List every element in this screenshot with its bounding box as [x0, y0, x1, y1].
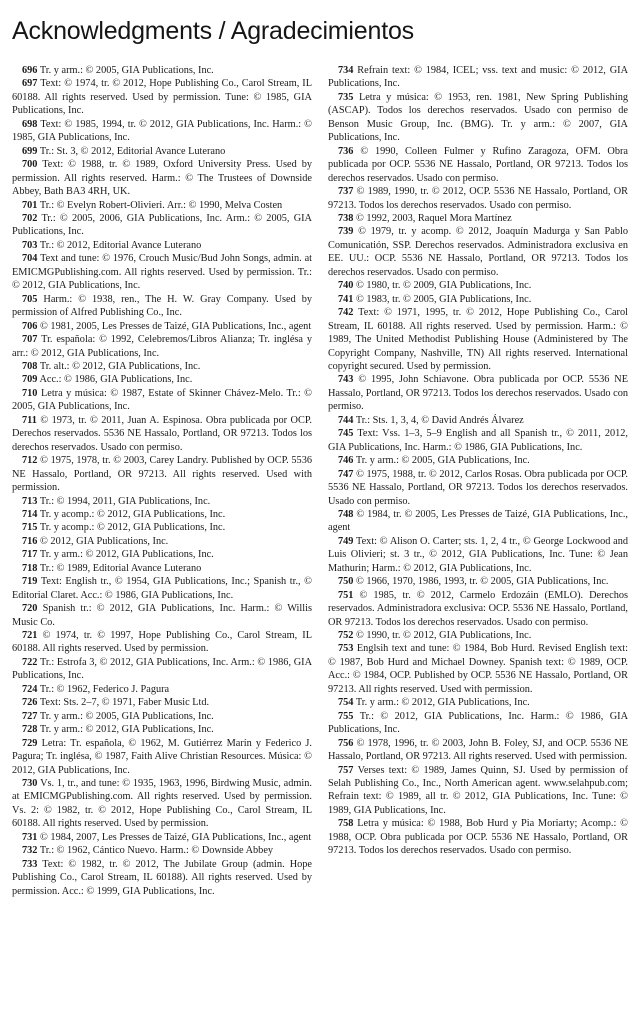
entry-number: 736	[338, 145, 354, 157]
acknowledgment-entry	[12, 710, 312, 723]
entry-text: Text: © 1988, tr. © 1989, Oxford University Press. Used by permission. All rights reserved. Harm.: © The Trustees of Downside Abbey, Bath BA3 4RH, UK.	[12, 159, 312, 198]
entry-text: Verses text: © 1989, James Quinn, SJ. Used by permission of Selah Publishing Co., Inc., North American agent. www.selahpub.com; Refrain text: © 1989, all tr. © 2012, GIA Publications, Inc. Tune: © 1989, GIA Publications, Inc.	[328, 764, 628, 816]
entry-number: 699	[22, 145, 38, 157]
entry-number: 726	[22, 697, 38, 709]
acknowledgment-entry	[328, 145, 628, 185]
entry-text: © 1974, tr. © 1997, Hope Publishing Co., Carol Stream, IL 60188. All rights reserved. Used by permission.	[12, 630, 312, 655]
acknowledgment-entry	[12, 77, 312, 117]
entry-text: Tr.: © 2005, 2006, GIA Publications, Inc. Arm.: © 2005, GIA Publications, Inc.	[12, 212, 312, 238]
entry-number: 756	[338, 737, 354, 749]
acknowledgment-entry	[328, 306, 628, 373]
entry-number: 700	[22, 159, 38, 171]
entry-number: 719	[22, 576, 38, 588]
acknowledgment-entry	[328, 468, 628, 508]
entry-text: © 1979, tr. y acomp. © 2012, Joaquín Madurga y San Pablo Comunicatión, SSP. Derechos reservados. Administradora exclusiva en EE. UU.: OCP. 5536 NE Hassalo, Portland, OR 97213. Todos los derechos reservados. Usado con permiso.	[328, 226, 628, 278]
entry-text: Tr. y arm.: © 2012, GIA Publications, Inc.	[39, 724, 214, 736]
page-title: Acknowledgments / Agradecimientos	[12, 17, 414, 45]
acknowledgment-entry	[328, 642, 628, 696]
entry-number: 750	[338, 576, 354, 588]
acknowledgment-entry	[12, 548, 312, 561]
entry-text: © 1975, 1978, tr. © 2003, Carey Landry. Published by OCP. 5536 NE Hassalo, Portland, OR 97213. All rights reserved. Used with permission.	[12, 455, 312, 494]
entry-text: Text: © 1982, tr. © 2012, The Jubilate Group (admin. Hope Publishing Co., Carol Stream, IL 60188). All rights reserved. Used by permission. Acc.: © 1999, GIA Publications, Inc.	[12, 858, 312, 897]
entry-number: 749	[338, 535, 354, 547]
entry-text: Refrain text: © 1984, ICEL; vss. text and music: © 2012, GIA Publications, Inc.	[328, 65, 628, 90]
entry-number: 737	[338, 186, 354, 198]
acknowledgment-entry	[12, 239, 312, 252]
entry-number: 732	[22, 845, 38, 857]
entry-number: 739	[338, 226, 354, 238]
acknowledgment-entry	[328, 212, 628, 225]
entry-text: © 2012, GIA Publications, Inc.	[40, 535, 169, 547]
entry-text: © 1985, tr. © 2012, Carmelo Erdozáin (EMLO). Derechos reservados. Administradora exclusiva: OCP. 5536 NE Hassalo, Portland, OR 97213. Todos los derechos reservados. Usado con permiso.	[328, 589, 628, 628]
entry-text: Tr.: © 1989, Editorial Avance Luterano	[39, 562, 202, 574]
entry-number: 704	[22, 253, 38, 265]
entry-text: Spanish tr.: © 2012, GIA Publications, Inc. Harm.: © Willis Music Co.	[12, 603, 312, 628]
entry-text: Letra: Tr. española, © 1962, M. Gutiérrez Marín y Federico J. Pagura; Tr. inglésa, © 1987, Faith Alive Christian Resources. Música: © 2012, GIA Publications, Inc.	[12, 737, 312, 776]
acknowledgment-entry	[12, 858, 312, 898]
acknowledgment-entry	[12, 454, 312, 494]
entry-number: 724	[22, 683, 38, 695]
entry-text: Tr. española: © 1992, Celebremos/Libros Alianza; Tr. inglésa y arr.: © 2012, GIA Publications, Inc.	[12, 334, 312, 359]
entry-number: 705	[22, 293, 38, 305]
entry-text: Englsih text and tune: © 1984, Bob Hurd. Revised English text: © 1987, Bob Hurd and Michael Downey. Spanish text: © 1989, OCP. Acc.: © 1984, OCP. Published by OCP. 5536 NE Hassalo, Portland, OR 97213. All rights reserved. Used with permission.	[328, 643, 628, 695]
entry-number: 753	[338, 643, 354, 655]
entry-number: 755	[338, 710, 354, 722]
entry-number: 697	[22, 78, 38, 90]
acknowledgment-entry	[12, 373, 312, 386]
acknowledgment-entry	[12, 602, 312, 629]
acknowledgment-entry	[12, 737, 312, 777]
entry-text: © 1978, 1996, tr. © 2003, John B. Foley, SJ, and OCP. 5536 NE Hassalo, Portland, OR 97213. All rights reserved. Used with permission.	[328, 737, 628, 763]
entry-number: 745	[338, 428, 354, 440]
entry-text: Vs. 1, tr., and tune: © 1935, 1963, 1996, Birdwing Music, admin. at EMICMGPublishing.com. All rights reserved. Used by permission. Vs. 2: © 1982, tr. © 2012, Hope Publishing Co., Carol Stream, IL 60188. All rights reserved. Used by permission.	[12, 778, 312, 830]
entry-text: © 1995, John Schiavone. Obra publicada por OCP. 5536 NE Hassalo, Portland, OR 97213. Todos los derechos reservados. Usado con permiso.	[328, 374, 628, 413]
acknowledgment-entry	[12, 683, 312, 696]
acknowledgment-entry	[328, 508, 628, 535]
acknowledgment-entry	[12, 158, 312, 198]
acknowledgment-entry	[12, 562, 312, 575]
entry-text: Tr.: © 1962, Federico J. Pagura	[39, 683, 170, 695]
entry-number: 730	[22, 778, 38, 790]
acknowledgment-entry	[12, 535, 312, 548]
entry-number: 738	[338, 212, 354, 224]
entry-number: 716	[22, 535, 38, 547]
entry-number: 751	[338, 589, 354, 601]
acknowledgment-entry	[328, 225, 628, 279]
entry-text: Tr. y arm.: © 2005, GIA Publications, Inc.	[39, 65, 214, 76]
acknowledgment-entry	[12, 333, 312, 360]
entry-number: 718	[22, 562, 38, 574]
acknowledgment-entry	[12, 629, 312, 656]
acknowledgment-entry	[328, 293, 628, 306]
acknowledgment-entry	[12, 64, 312, 77]
acknowledgment-entry	[328, 454, 628, 467]
entry-number: 722	[22, 656, 38, 668]
entry-number: 746	[338, 455, 354, 467]
entry-text: © 1990, tr. © 2012, GIA Publications, Inc.	[356, 630, 532, 642]
entry-number: 728	[22, 724, 38, 736]
acknowledgment-entry	[328, 629, 628, 642]
entry-text: © 1980, tr. © 2009, GIA Publications, Inc.	[356, 280, 532, 292]
entry-text: Tr.: Sts. 1, 3, 4, © David Andrés Álvarez	[355, 414, 524, 426]
acknowledgments-columns	[12, 64, 628, 1012]
acknowledgment-entry	[328, 696, 628, 709]
entry-number: 757	[338, 764, 354, 776]
acknowledgment-entry	[12, 831, 312, 844]
acknowledgment-entry	[12, 360, 312, 373]
acknowledgment-entry	[328, 185, 628, 212]
entry-number: 711	[22, 414, 37, 426]
entry-number: 752	[338, 630, 354, 642]
entry-text: © 1966, 1970, 1986, 1993, tr. © 2005, GIA Publications, Inc.	[356, 576, 609, 588]
entry-number: 707	[22, 334, 38, 346]
entry-text: Tr.: © 2012, Editorial Avance Luterano	[39, 239, 202, 251]
entry-text: Text: English tr., © 1954, GIA Publications, Inc.; Spanish tr., © Editorial Claret. Acc.: © 1986, GIA Publications, Inc.	[12, 576, 312, 601]
entry-text: Text: Vss. 1–3, 5–9 English and all Spanish tr., © 2011, 2012, GIA Publications, Inc. Harm.: © 1986, GIA Publications, Inc.	[328, 428, 628, 453]
entry-text: Letra y música: © 1988, Bob Hurd y Pia Moriarty; Acomp.: © 1988, OCP. Obra publicada por OCP. 5536 NE Hassalo, Portland, OR 97213. Todos los derechos reservados. Usado con permiso.	[328, 818, 628, 857]
entry-text: Tr. alt.: © 2012, GIA Publications, Inc.	[39, 360, 201, 372]
entry-number: 741	[338, 293, 354, 305]
entry-number: 740	[338, 280, 354, 292]
acknowledgment-entry	[328, 64, 628, 91]
acknowledgment-entry	[12, 723, 312, 736]
entry-number: 748	[338, 508, 354, 520]
acknowledgment-entry	[328, 764, 628, 818]
acknowledgment-entry	[12, 118, 312, 145]
entry-text: Tr. y arm.: © 2012, GIA Publications, Inc.	[39, 549, 214, 561]
entry-number: 721	[22, 630, 38, 642]
entry-text: Text: © Alison O. Carter; sts. 1, 2, 4 tr., © George Lockwood and Luis Olivieri; st. 3 tr., © 2012, GIA Publications, Inc. Tune: © Jean Mathurin; Harm.: © 2012, GIA Publications, Inc.	[328, 535, 628, 574]
entry-text: Letra y música: © 1987, Estate of Skinner Chávez-Melo. Tr.: © 2005, GIA Publications, Inc.	[12, 387, 312, 413]
entry-text: Acc.: © 1986, GIA Publications, Inc.	[39, 374, 193, 386]
acknowledgment-entry	[328, 373, 628, 413]
entry-text: © 1973, tr. © 2011, Juan A. Espinosa. Obra publicada por OCP. Derechos reservados. 5536 NE Hassalo, Portland, OR 97213. Todos los derechos reservados. Usado con permiso.	[12, 414, 312, 453]
entry-text: © 1989, 1990, tr. © 2012, OCP. 5536 NE Hassalo, Portland, OR 97213. Todos los derechos reservados. Usado con permiso.	[328, 186, 628, 211]
acknowledgment-entry	[328, 710, 628, 737]
entry-text: © 1984, tr. © 2005, Les Presses de Taizé, GIA Publications, Inc., agent	[328, 508, 628, 534]
entry-text: © 1984, 2007, Les Presses de Taizé, GIA Publications, Inc., agent	[40, 831, 312, 843]
acknowledgment-entry	[328, 414, 628, 427]
acknowledgment-entry	[12, 844, 312, 857]
entry-number: 701	[22, 199, 38, 211]
entry-number: 714	[22, 508, 38, 520]
entry-number: 729	[22, 737, 38, 749]
entry-number: 742	[338, 307, 354, 319]
entry-text: © 1983, tr. © 2005, GIA Publications, Inc.	[356, 293, 532, 305]
entry-text: Tr. y arm.: © 2005, GIA Publications, Inc.	[355, 455, 530, 467]
acknowledgment-entry	[12, 508, 312, 521]
right-column	[328, 64, 628, 1012]
acknowledgment-entry	[12, 145, 312, 158]
entry-number: 735	[338, 91, 354, 103]
acknowledgment-entry	[12, 656, 312, 683]
entry-number: 712	[22, 455, 38, 467]
entry-text: Text: © 1971, 1995, tr. © 2012, Hope Publishing Co., Carol Stream, IL 60188. All rights reserved. Used by permission. Harm.: © 1989, The United Methodist Publishing House (Administered by The Copyright Company, Nashville, TN) All rights reserved. International copyright secured. Used by permission.	[328, 307, 628, 372]
entry-text: © 1975, 1988, tr. © 2012, Carlos Rosas. Obra publicada por OCP. 5536 NE Hassalo, Portland, OR 97213. Todos los derechos reservados. Usado con permiso.	[328, 468, 628, 507]
entry-number: 727	[22, 710, 38, 722]
entry-text: Text: Sts. 2–7, © 1971, Faber Music Ltd.	[39, 697, 210, 709]
entry-text: Tr. y arm.: © 2005, GIA Publications, Inc.	[39, 710, 214, 722]
entry-number: 713	[22, 495, 38, 507]
entry-number: 710	[22, 387, 38, 399]
acknowledgment-entry	[12, 414, 312, 454]
acknowledgment-entry	[12, 777, 312, 831]
entry-text: Tr. y arm.: © 2012, GIA Publications, Inc.	[355, 697, 530, 709]
entry-number: 743	[338, 374, 354, 386]
entry-text: Tr.: © 1994, 2011, GIA Publications, Inc.	[39, 495, 211, 507]
entry-number: 709	[22, 374, 38, 386]
acknowledgment-entry	[12, 320, 312, 333]
acknowledgment-entry	[12, 696, 312, 709]
entry-text: Text: © 1985, 1994, tr. © 2012, GIA Publications, Inc. Harm.: © 1985, GIA Publications, Inc.	[12, 118, 312, 144]
acknowledgment-entry	[12, 575, 312, 602]
entry-text: Letra y música: © 1953, ren. 1981, New Spring Publishing (ASCAP). Todos los derechos reservados. Usado con permiso de Benson Music Group, Inc. (BMG). Tr. y arm.: © 2007, GIA Publications, Inc.	[328, 91, 628, 144]
acknowledgment-entry	[328, 427, 628, 454]
acknowledgment-entry	[12, 212, 312, 239]
acknowledgment-entry	[328, 91, 628, 145]
entry-text: Tr.: © 1962, Cántico Nuevo. Harm.: © Downside Abbey	[39, 845, 274, 857]
entry-number: 717	[22, 549, 38, 561]
entry-text: Tr.: © 2012, GIA Publications, Inc. Harm.: © 1986, GIA Publications, Inc.	[328, 710, 628, 736]
entry-number: 702	[22, 212, 38, 224]
acknowledgment-entry	[328, 535, 628, 575]
entry-number: 734	[338, 65, 354, 76]
entry-text: © 1992, 2003, Raquel Mora Martínez	[356, 212, 512, 224]
acknowledgment-entry	[12, 293, 312, 320]
entry-number: 708	[22, 360, 38, 372]
left-column	[12, 64, 312, 1012]
entry-text: Text: © 1974, tr. © 2012, Hope Publishing Co., Carol Stream, IL 60188. All rights reserved. Used by permission. Tune: © 1985, GIA Publications, Inc.	[12, 78, 312, 117]
entry-number: 733	[22, 858, 38, 870]
entry-number: 720	[22, 603, 38, 615]
acknowledgment-entry	[12, 495, 312, 508]
entry-number: 747	[338, 468, 354, 480]
acknowledgment-entry	[328, 279, 628, 292]
acknowledgment-entry	[328, 737, 628, 764]
entry-number: 744	[338, 414, 354, 426]
entry-text: © 1990, Colleen Fulmer y Rufino Zaragoza, OFM. Obra publicada por OCP. 5536 NE Hassalo, Portland, OR 97213. Todos los derechos reservados. Usado con permiso.	[328, 145, 628, 184]
acknowledgment-entry	[12, 252, 312, 292]
entry-number: 703	[22, 239, 38, 251]
entry-text: Tr. y acomp.: © 2012, GIA Publications, Inc.	[39, 508, 226, 520]
entry-text: Tr.: St. 3, © 2012, Editorial Avance Luterano	[39, 145, 226, 157]
entry-number: 706	[22, 320, 38, 332]
entry-number: 758	[338, 818, 354, 830]
acknowledgment-entry	[12, 199, 312, 212]
entry-text: Tr.: © Evelyn Robert-Olivieri. Arr.: © 1990, Melva Costen	[39, 199, 283, 211]
entry-number: 754	[338, 697, 354, 709]
acknowledgment-entry	[12, 521, 312, 534]
entry-text: Harm.: © 1938, ren., The H. W. Gray Company. Used by permission of Alfred Publishing Co., Inc.	[12, 293, 312, 319]
entry-text: Tr. y acomp.: © 2012, GIA Publications, Inc.	[39, 522, 226, 534]
entry-number: 696	[22, 65, 38, 76]
acknowledgment-entry	[328, 575, 628, 588]
entry-text: Tr.: Estrofa 3, © 2012, GIA Publications, Inc. Arm.: © 1986, GIA Publications, Inc.	[12, 656, 312, 682]
acknowledgment-entry	[12, 387, 312, 414]
entry-text: Text and tune: © 1976, Crouch Music/Bud John Songs, admin. at EMICMGPublishing.com. All rights reserved. Used by permission. Tr.: © 2012, GIA Publications, Inc.	[12, 253, 312, 292]
entry-number: 715	[22, 522, 38, 534]
entry-number: 698	[22, 118, 38, 130]
acknowledgment-entry	[328, 817, 628, 857]
acknowledgment-entry	[328, 589, 628, 629]
entry-text: © 1981, 2005, Les Presses de Taizé, GIA Publications, Inc., agent	[40, 320, 312, 332]
entry-number: 731	[22, 831, 38, 843]
